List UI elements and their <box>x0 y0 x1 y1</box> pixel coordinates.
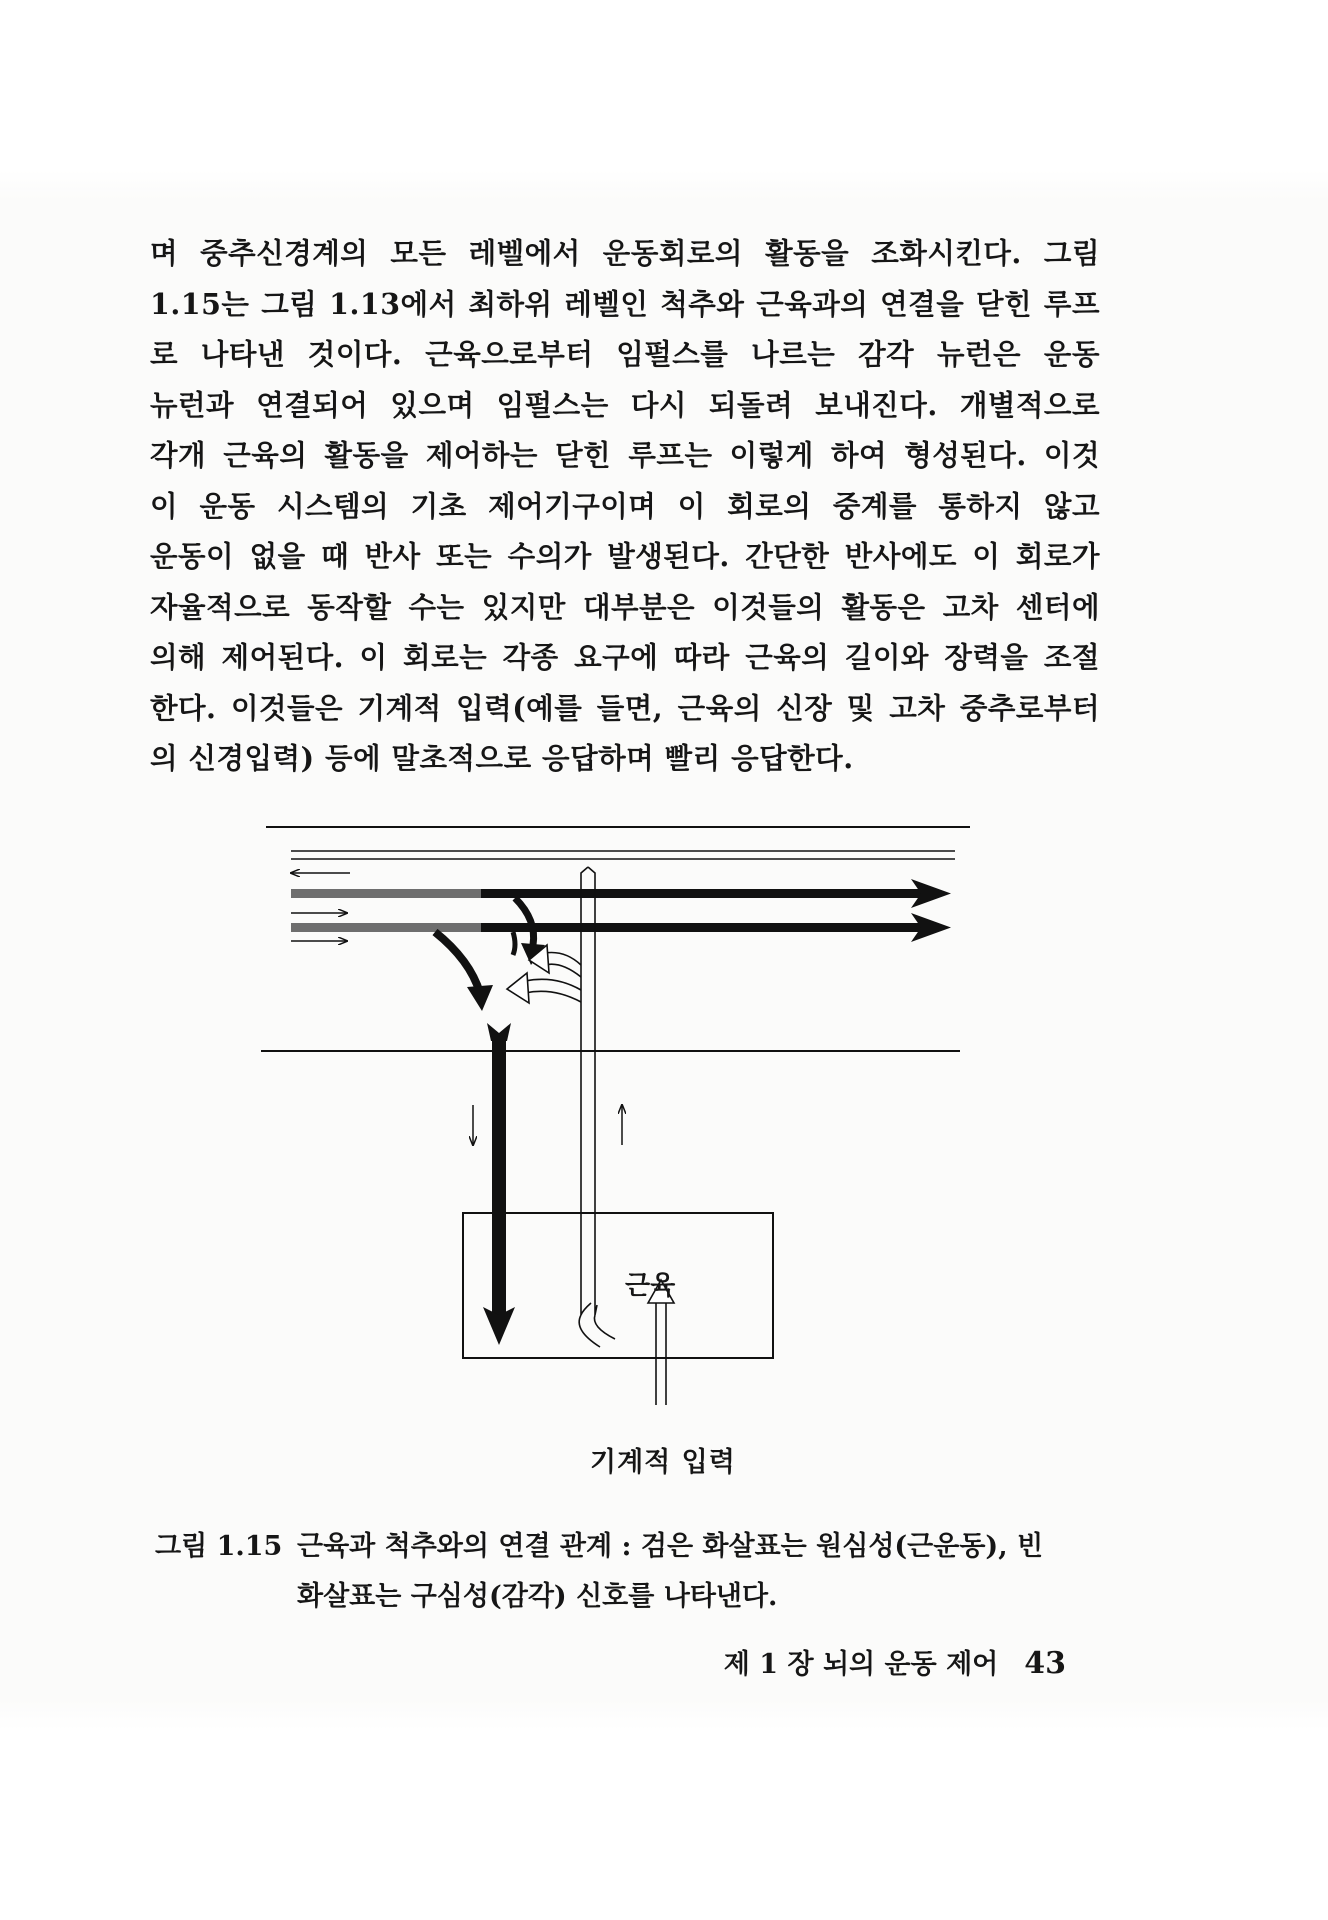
body-line: 한다. 이것들은 기계적 입력(예를 들면, 근육의 신장 및 고차 중추로부터 <box>150 690 1100 725</box>
chapter-title: 제 1 장 뇌의 운동 제어 <box>723 1649 999 1680</box>
page-footer <box>724 1642 1066 1681</box>
efferent-branch-short <box>513 932 515 955</box>
body-paragraph <box>150 228 1100 784</box>
body-line: 로 나타낸 것이다. 근육으로부터 임펄스를 나르는 감각 뉴런은 운동 <box>150 337 1100 371</box>
afferent-fiber-inner <box>588 867 597 1315</box>
figure-1-15 <box>255 815 975 1478</box>
body-line: 각개 근육의 활동을 제어하는 닫힌 루프는 이렇게 하여 형성된다. 이것 <box>150 438 1100 472</box>
afferent-branch-upper <box>545 953 581 966</box>
body-line: 의 신경입력) 등에 말초적으로 응답하며 빨리 응답한다. <box>150 741 854 775</box>
afferent-branch-lower-arrowhead <box>507 973 529 1003</box>
body-line: 1.15는 그림 1.13에서 최하위 레벨인 척추와 근육과의 연결을 닫힌 루프 <box>150 286 1100 321</box>
body-line: 의해 제어된다. 이 회로는 각종 요구에 따라 근육의 길이와 장력을 조절 <box>150 640 1100 674</box>
efferent-branch-left-arrowhead <box>467 985 493 1011</box>
afferent-fiber-tail-inner <box>594 1315 615 1339</box>
muscle-box-drawn <box>463 1213 773 1358</box>
afferent-fiber-tail <box>579 1315 600 1347</box>
body-line: 며 중추신경계의 모든 레벨에서 운동회로의 활동을 조화시킨다. 그림 <box>150 236 1100 270</box>
descending-tract-2-black <box>481 923 921 932</box>
afferent-branch-upper-inner <box>545 964 581 977</box>
figure-caption <box>155 1522 1105 1622</box>
afferent-branch-lower <box>525 979 581 990</box>
efferent-branch-center <box>515 898 534 945</box>
body-line: 자율적으로 동작할 수는 있지만 대부분은 이것들의 활동은 고차 센터에 <box>150 589 1100 624</box>
afferent-fiber-outer <box>581 867 591 1315</box>
body-line: 운동이 없을 때 반사 또는 수의가 발생된다. 간단한 반사에도 이 회로가 <box>150 539 1100 573</box>
body-line: 이 운동 시스템의 기초 제어기구이며 이 회로의 중계를 통하지 않고 <box>150 488 1100 523</box>
efferent-branch-left <box>435 932 480 993</box>
motor-neuron-axon <box>492 1037 506 1315</box>
caption-line-2: 화살표는 구심성(감각) 신호를 나타낸다. <box>297 1581 778 1612</box>
caption-line-1 <box>155 1522 1105 1572</box>
descending-tract-1-grey <box>291 889 481 898</box>
mechanical-input-label: 기계적 입력 <box>590 1447 736 1478</box>
spinal-loop-diagram <box>255 815 975 1455</box>
afferent-branch-lower-inner <box>525 991 581 1002</box>
page-number: 43 <box>1024 1646 1066 1681</box>
caption-text-1: 근육과 척추와의 연결 관계 : 검은 화살표는 원심성(근운동), 빈 <box>297 1531 1044 1562</box>
muscle-label: 근육 <box>625 1271 676 1301</box>
figure-number: 그림 1.15 <box>155 1531 283 1562</box>
descending-tract-2-grey <box>291 923 481 932</box>
descending-tract-1-black <box>481 889 921 898</box>
body-line: 뉴런과 연결되어 있으며 임펄스는 다시 되돌려 보내진다. 개별적으로 <box>150 387 1100 422</box>
